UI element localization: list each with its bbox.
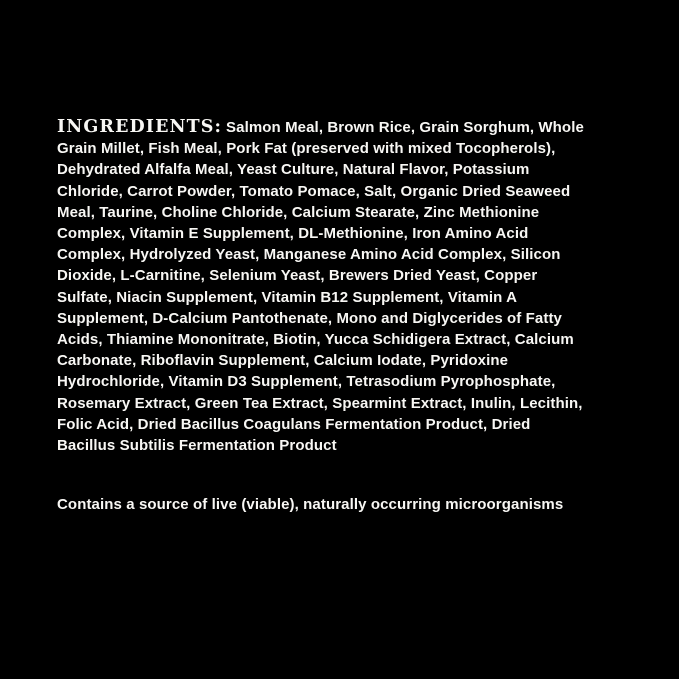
- ingredients-line: Sulfate, Niacin Supplement, Vitamin B12 Supplement, Vitamin A: [57, 288, 518, 306]
- ingredients-line: Hydrochloride, Vitamin D3 Supplement, Tetrasodium Pyrophosphate,: [57, 373, 556, 391]
- ingredients-line: Complex, Vitamin E Supplement, DL-Methionine, Iron Amino Acid: [57, 225, 529, 243]
- ingredients-line: Bacillus Subtilis Fermentation Product: [57, 437, 337, 455]
- microorganisms-note: Contains a source of live (viable), naturally occurring microorganisms: [57, 496, 564, 513]
- ingredients-line: Supplement, D-Calcium Pantothenate, Mono and Diglycerides of Fatty: [57, 309, 562, 327]
- ingredients-line: Dehydrated Alfalfa Meal, Yeast Culture, Natural Flavor, Potassium: [57, 161, 530, 179]
- ingredients-line-text: Salmon Meal, Brown Rice, Grain Sorghum, Whole: [226, 119, 584, 136]
- ingredients-line: Acids, Thiamine Mononitrate, Biotin, Yucca Schidigera Extract, Calcium: [57, 331, 574, 349]
- ingredients-line: Complex, Hydrolyzed Yeast, Manganese Amino Acid Complex, Silicon: [57, 246, 561, 264]
- ingredients-line: Carbonate, Riboflavin Supplement, Calcium Iodate, Pyridoxine: [57, 352, 509, 370]
- ingredients-line: Chloride, Carrot Powder, Tomato Pomace, Salt, Organic Dried Seaweed: [57, 182, 571, 200]
- ingredients-paragraph: [57, 117, 635, 456]
- ingredients-line: Grain Millet, Fish Meal, Pork Fat (preserved with mixed Tocopherols),: [57, 140, 556, 158]
- ingredients-line: Meal, Taurine, Choline Chloride, Calcium Stearate, Zinc Methionine: [57, 203, 540, 221]
- ingredients-heading: INGREDIENTS:: [57, 117, 223, 137]
- ingredients-line: Dioxide, L-Carnitine, Selenium Yeast, Brewers Dried Yeast, Copper: [57, 267, 538, 285]
- ingredients-line: [57, 117, 635, 138]
- ingredients-line: Folic Acid, Dried Bacillus Coagulans Fermentation Product, Dried: [57, 415, 531, 433]
- ingredients-line: Rosemary Extract, Green Tea Extract, Spearmint Extract, Inulin, Lecithin,: [57, 394, 583, 412]
